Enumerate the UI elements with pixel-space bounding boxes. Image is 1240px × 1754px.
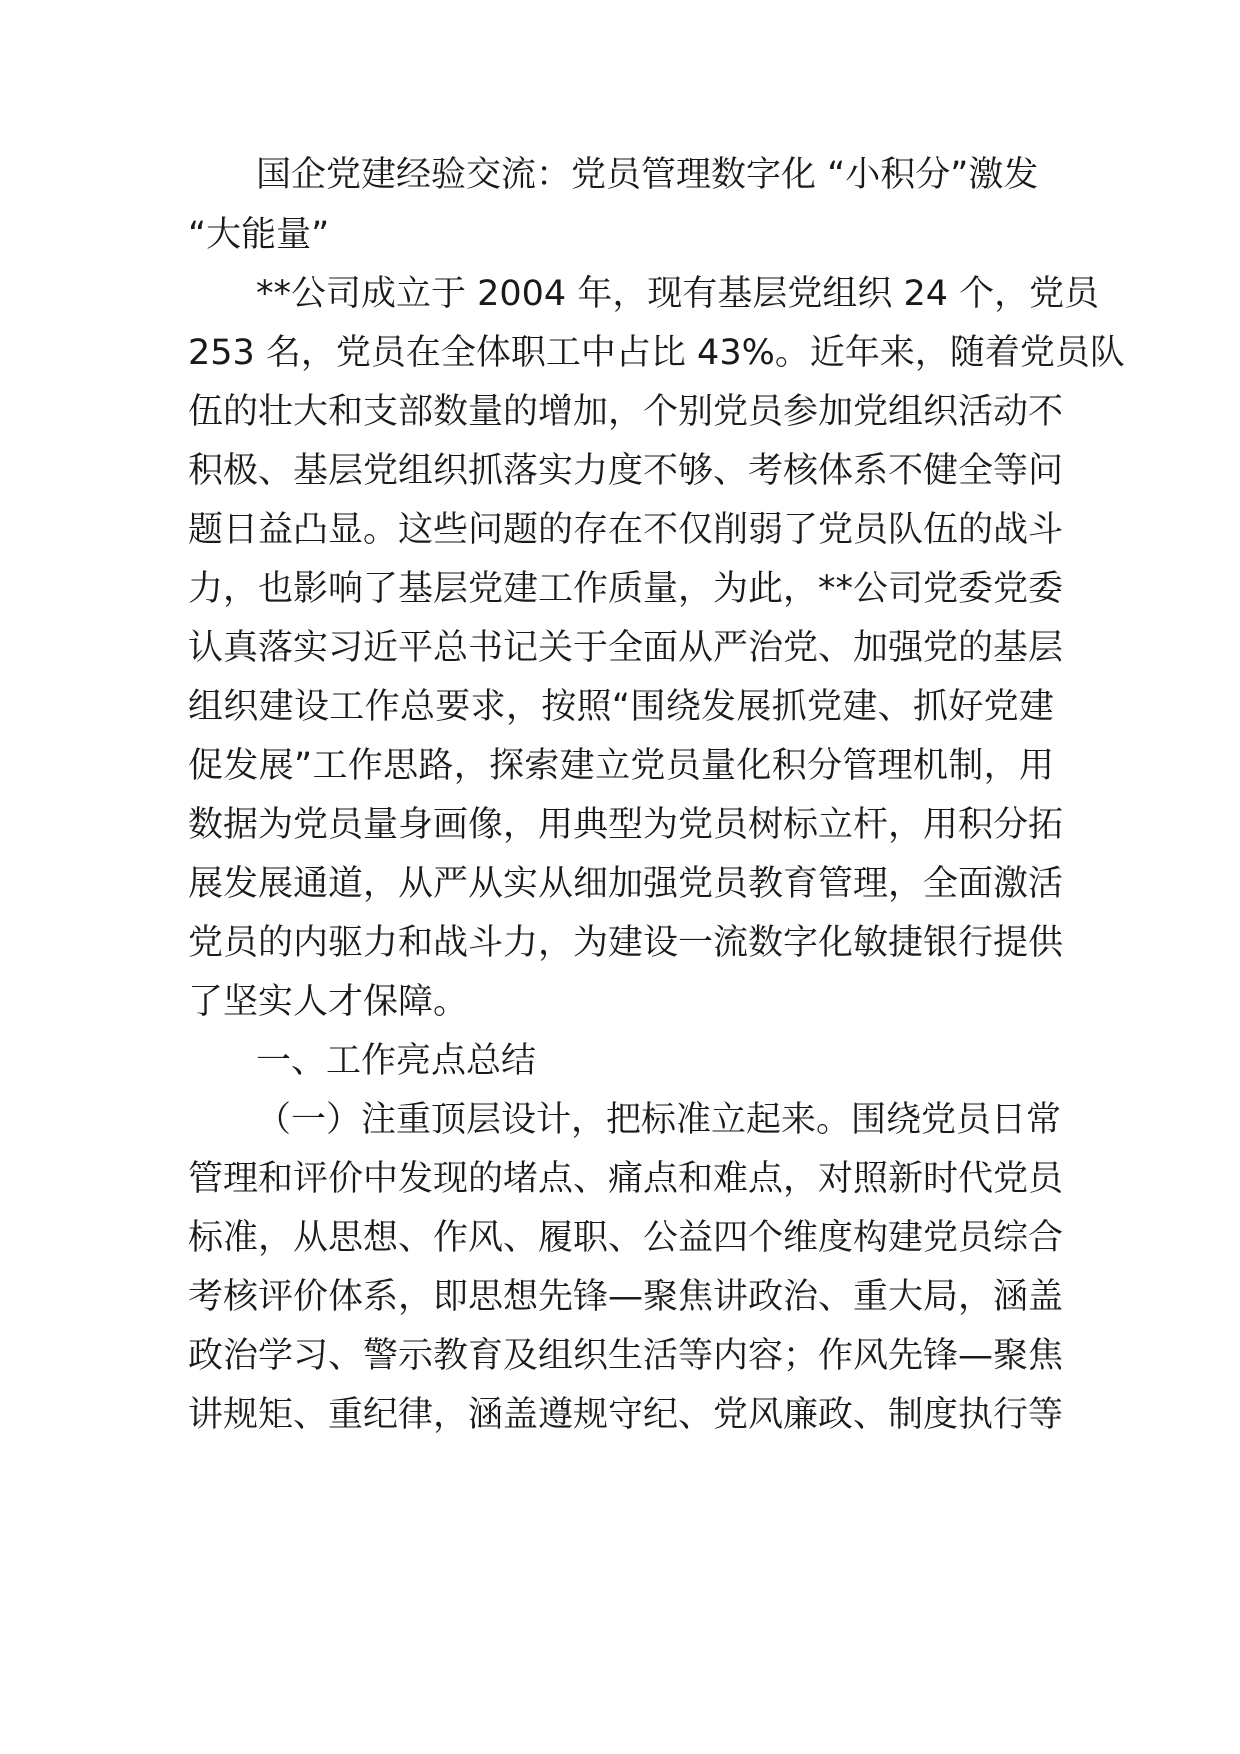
document-title-line-2: “大能量” — [188, 215, 330, 255]
intro-line: 党员的内驱力和战斗力，为建设一流数字化敏捷银行提供 — [188, 923, 1064, 963]
intro-line: 了坚实人才保障。 — [188, 982, 469, 1022]
section-paragraph-line: 政治学习、警示教育及组织生活等内容；作风先锋—聚焦 — [188, 1336, 1064, 1376]
intro-line: 组织建设工作总要求，按照“围绕发展抓党建、抓好党建 — [188, 687, 1054, 727]
intro-line: 数据为党员量身画像，用典型为党员树标立杆，用积分拓 — [188, 805, 1064, 845]
section-paragraph-line: 讲规矩、重纪律，涵盖遵规守纪、党风廉政、制度执行等 — [188, 1395, 1064, 1435]
intro-line: 力，也影响了基层党建工作质量，为此，**公司党委党委 — [188, 569, 1064, 609]
section-paragraph-line: 考核评价体系，即思想先锋—聚焦讲政治、重大局，涵盖 — [188, 1277, 1064, 1317]
intro-line: 253 名，党员在全体职工中占比 43%。近年来，随着党员队 — [188, 333, 1125, 373]
document-title-line-1: 国企党建经验交流：党员管理数字化 “小积分”激发 — [256, 155, 1039, 195]
intro-line: 积极、基层党组织抓落实力度不够、考核体系不健全等问 — [188, 451, 1064, 491]
section-heading: 一、工作亮点总结 — [256, 1041, 537, 1081]
section-paragraph-line: 管理和评价中发现的堵点、痛点和难点，对照新时代党员 — [188, 1159, 1064, 1199]
intro-line: 认真落实习近平总书记关于全面从严治党、加强党的基层 — [188, 628, 1064, 668]
intro-line: 伍的壮大和支部数量的增加，个别党员参加党组织活动不 — [188, 392, 1064, 432]
intro-line: **公司成立于 2004 年，现有基层党组织 24 个，党员 — [256, 274, 1100, 314]
document-page — [188, 0, 1125, 1754]
intro-line: 题日益凸显。这些问题的存在不仅削弱了党员队伍的战斗 — [188, 510, 1064, 550]
section-paragraph-line: （一）注重顶层设计，把标准立起来。围绕党员日常 — [256, 1100, 1062, 1140]
intro-line: 促发展”工作思路，探索建立党员量化积分管理机制，用 — [188, 746, 1054, 786]
intro-line: 展发展通道，从严从实从细加强党员教育管理，全面激活 — [188, 864, 1064, 904]
section-paragraph-line: 标准，从思想、作风、履职、公益四个维度构建党员综合 — [188, 1218, 1064, 1258]
